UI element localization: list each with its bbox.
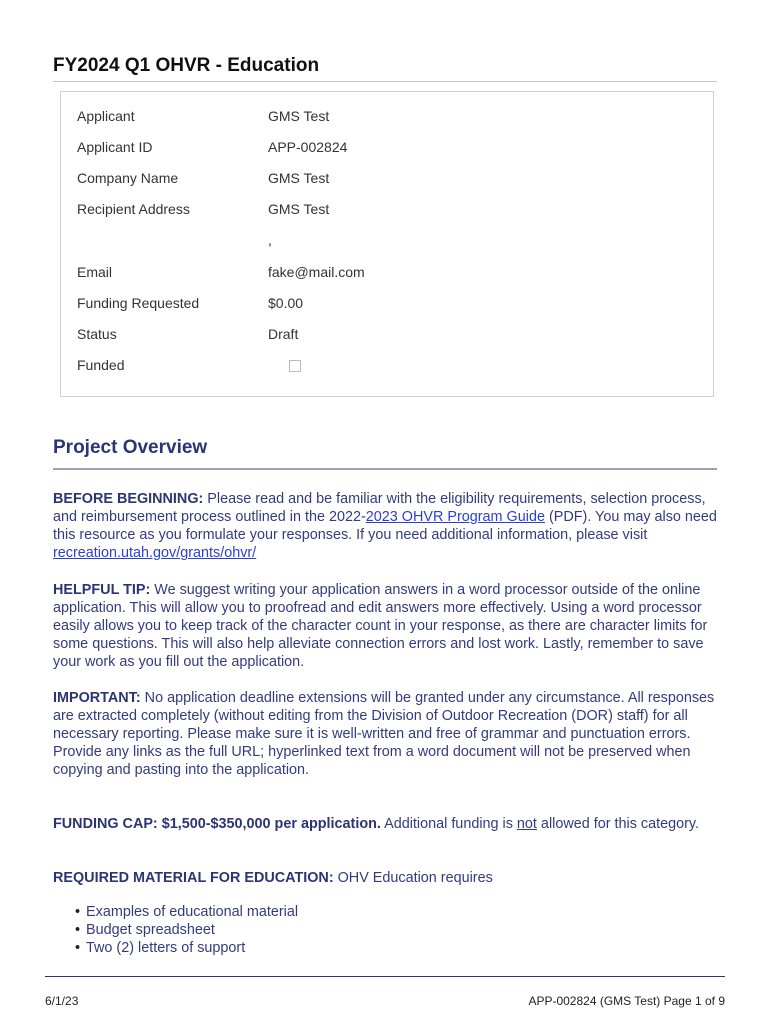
funding-cap-label: FUNDING CAP: $1,500-$350,000 per application.: [53, 816, 381, 832]
info-value: GMS Test: [268, 170, 330, 186]
funding-cap-text: allowed for this category.: [536, 816, 700, 832]
ohvr-grants-link[interactable]: recreation.utah.gov/grants/ohvr/: [53, 545, 257, 562]
helpful-tip-label: HELPFUL TIP:: [53, 582, 151, 598]
info-value: APP-002824: [268, 139, 348, 155]
list-item: • Budget spreadsheet: [75, 921, 298, 939]
info-label: Applicant: [77, 108, 135, 124]
required-material-paragraph: [53, 869, 721, 887]
funding-cap-not: not: [516, 816, 537, 832]
footer-date: 6/1/23: [45, 994, 79, 1008]
program-guide-link[interactable]: 2023 OHVR Program Guide: [365, 509, 545, 526]
before-beginning-text: (PDF). You may also need this resource as you formulate your responses. If you need additional information, please visit: [53, 509, 717, 544]
page-title: FY2024 Q1 OHVR - Education: [53, 55, 717, 82]
list-item: • Examples of educational material: [75, 903, 298, 921]
info-value: GMS Test: [268, 201, 330, 217]
footer-page-info: APP-002824 (GMS Test) Page 1 of 9: [528, 994, 725, 1008]
info-label: Email: [77, 264, 113, 280]
important-label: IMPORTANT:: [53, 690, 141, 706]
info-label: Status: [77, 326, 117, 342]
important-paragraph: [53, 689, 721, 779]
important-text: No application deadline extensions will be granted under any circumstance. All responses are extracted completely (without editing from the Division of Outdoor Recreation (DOR) staff) for all necessary reporting. Please make sure it is well-written and free of grammar and punctuation errors. Provide any links as the full URL; hyperlinked text from a word document will not be preserved when copying and pasting into the application.: [53, 690, 715, 779]
info-label: Funded: [77, 357, 125, 373]
info-label: Funding Requested: [77, 295, 200, 311]
required-material-label: REQUIRED MATERIAL FOR EDUCATION:: [53, 870, 334, 886]
helpful-tip-paragraph: [53, 581, 721, 671]
funding-cap-paragraph: [53, 815, 721, 833]
info-label: Recipient Address: [77, 201, 190, 217]
info-value: GMS Test: [268, 108, 330, 124]
info-value: fake@mail.com: [268, 264, 365, 280]
list-item: • Two (2) letters of support: [75, 939, 298, 957]
info-label: Applicant ID: [77, 139, 153, 155]
required-material-list: [75, 903, 298, 957]
before-beginning-text: Please read and be familiar with the eligibility requirements, selection process, and reimbursement process outlined in the 2022-: [53, 491, 706, 526]
section-title-project-overview: Project Overview: [53, 437, 717, 470]
helpful-tip-text: We suggest writing your application answers in a word processor outside of the online application. This will allow you to proofread and edit answers more effectively. Using a word processor easily allows you to keep track of the character count in your response, as there are character limits for some questions. This will also help alleviate connection errors and lost work. Lastly, remember to save your work as you fill out the application.: [53, 582, 708, 671]
before-beginning-label: BEFORE BEGINNING:: [53, 491, 204, 507]
applicant-info-table: [60, 91, 714, 397]
funding-cap-text: Additional funding is: [380, 816, 517, 832]
before-beginning-paragraph: [53, 490, 721, 562]
funded-checkbox[interactable]: [289, 360, 301, 372]
info-value: Draft: [268, 326, 299, 342]
info-value: ,: [268, 232, 272, 248]
required-material-text: OHV Education requires: [333, 870, 493, 886]
footer-divider: [45, 976, 725, 977]
info-label: Company Name: [77, 170, 179, 186]
info-value: $0.00: [268, 295, 304, 311]
